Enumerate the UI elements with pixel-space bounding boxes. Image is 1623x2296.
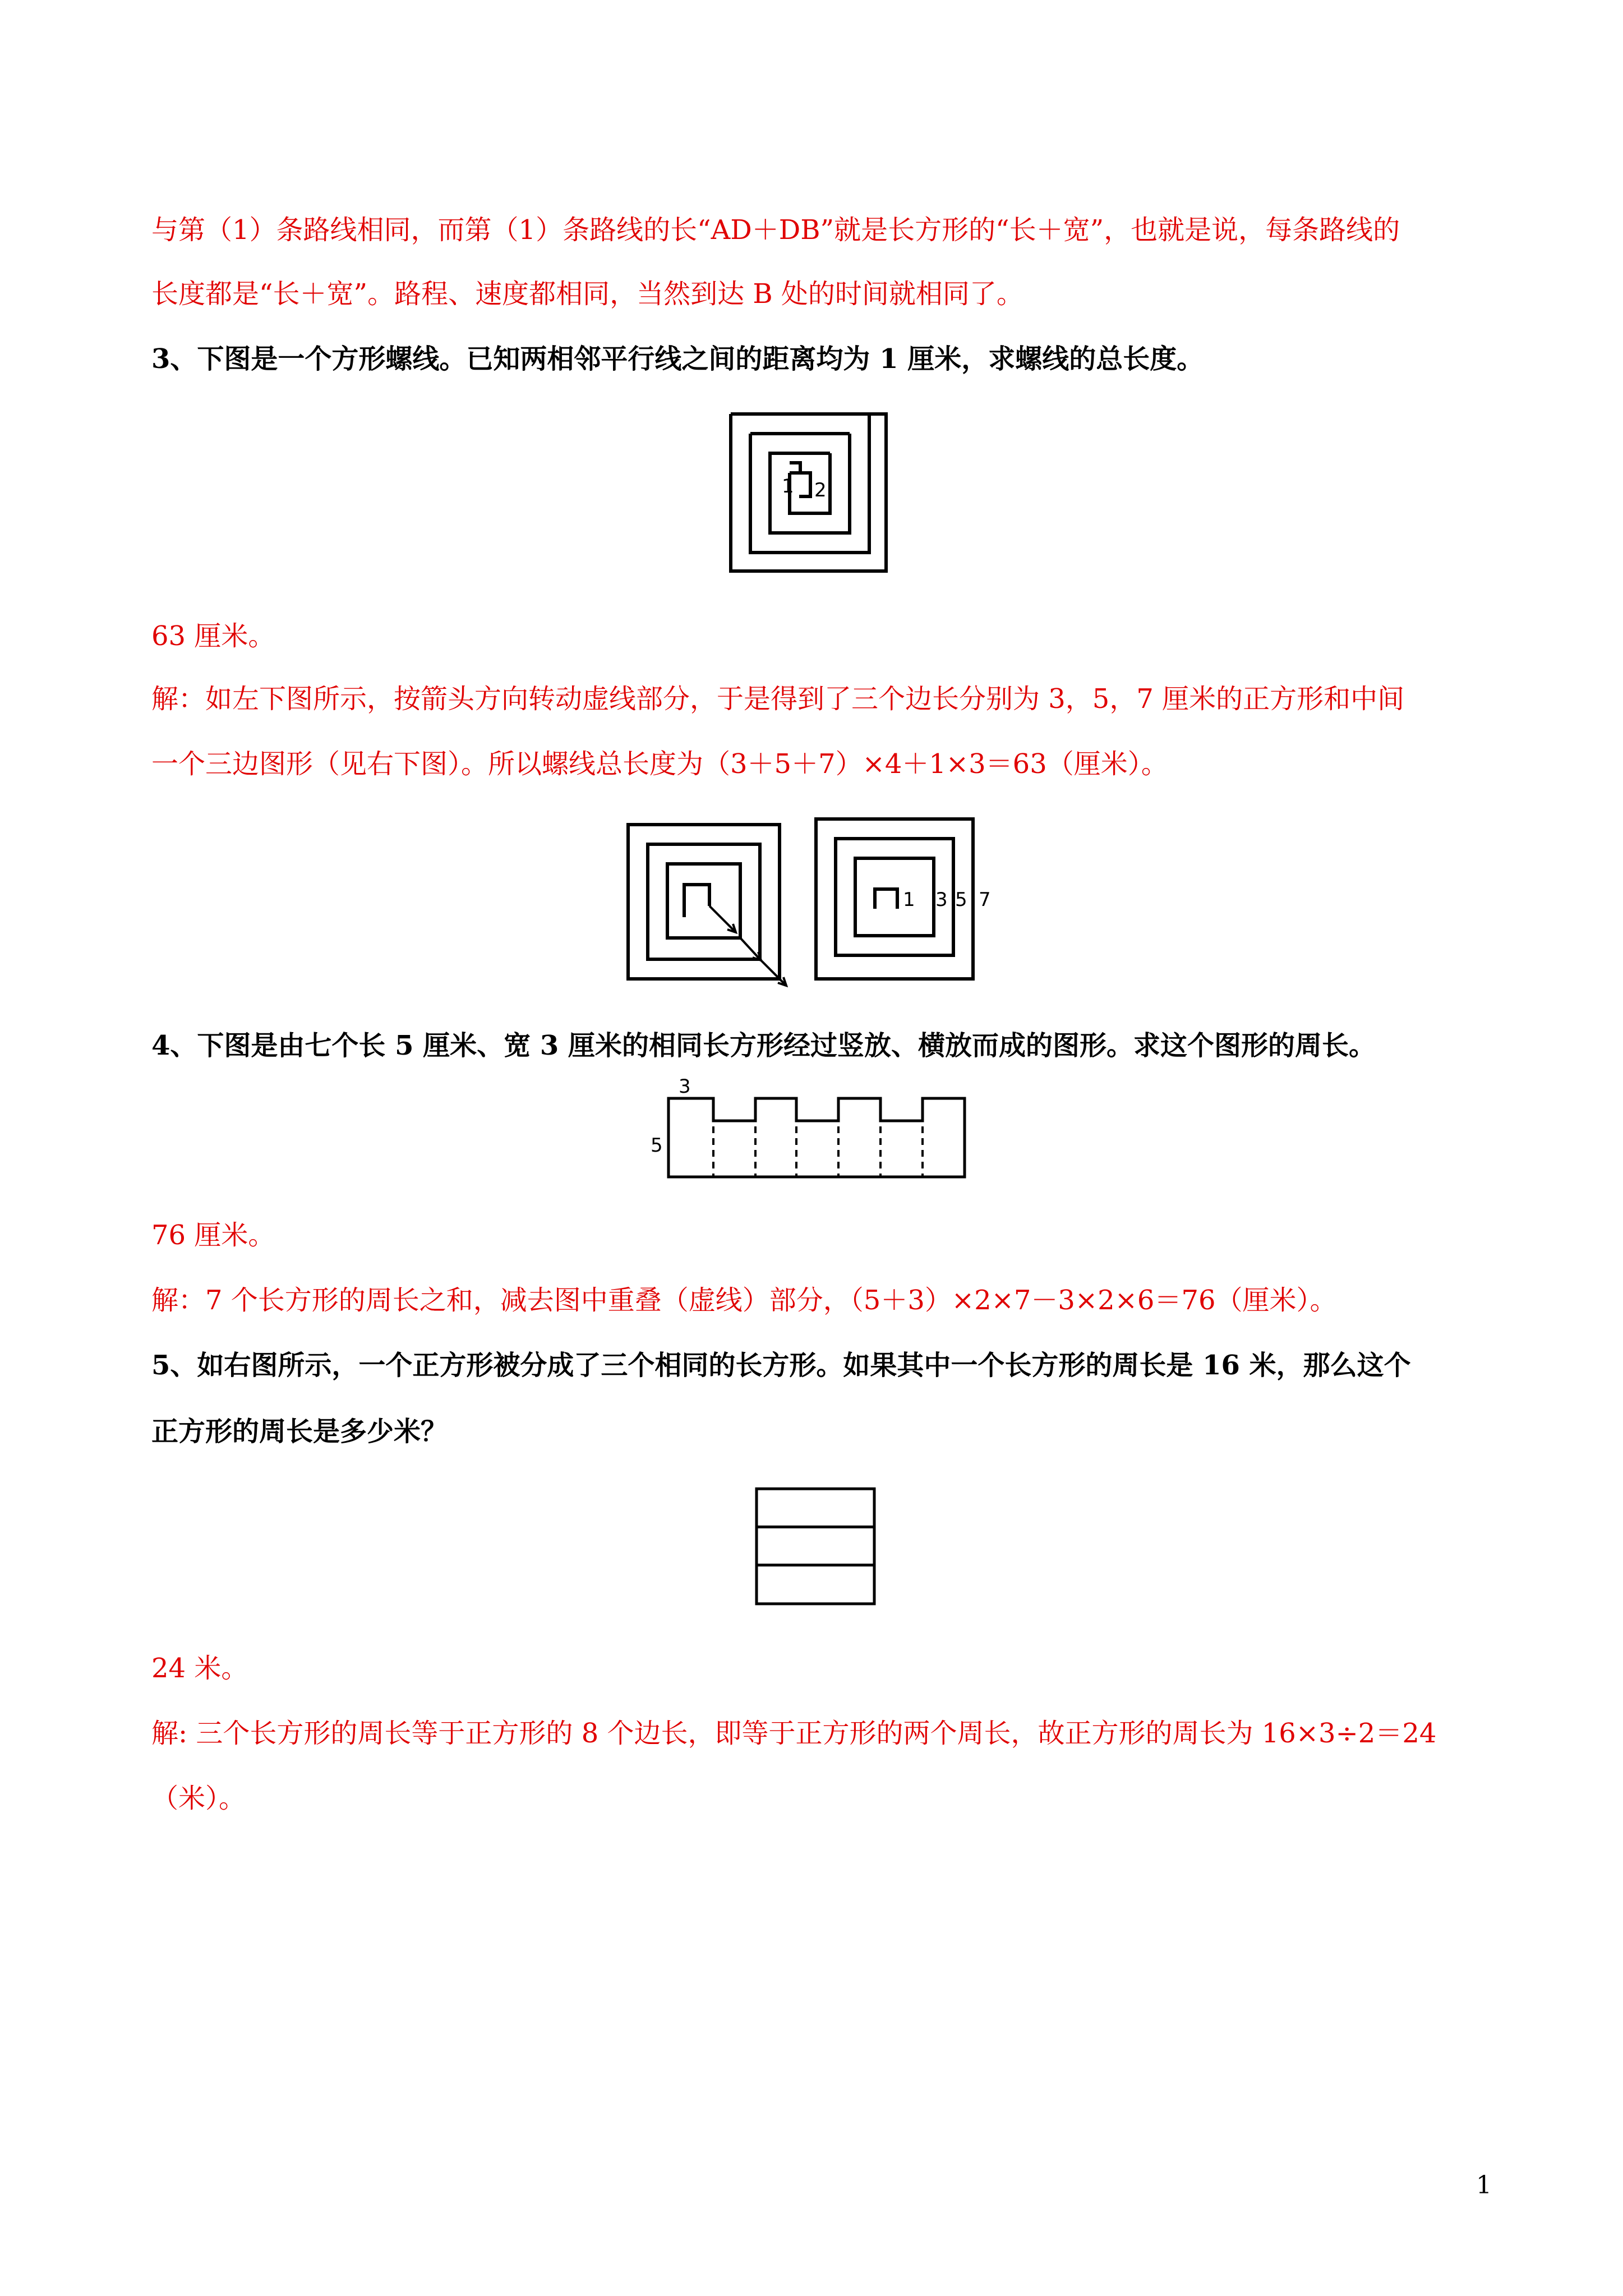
square-spiral-figure	[729, 412, 897, 575]
width-label-3: 3	[679, 1075, 691, 1098]
question-3: 3、下图是一个方形螺线。已知两相邻平行线之间的距离均为 1 厘米，求螺线的总长度。	[151, 343, 1204, 375]
question-5-line-2: 正方形的周长是多少米？	[151, 1416, 448, 1447]
answer-3: 63 厘米。	[151, 620, 275, 652]
page-number: 1	[1476, 2171, 1492, 2200]
seven-rectangles-figure	[645, 1076, 981, 1188]
solution-5-line-2: （米）。	[151, 1783, 246, 1814]
solution-3-line-2: 一个三边图形（见右下图）。所以螺线总长度为（3＋5＋7）×4＋1×3＝63（厘米）。	[151, 748, 1168, 780]
height-label-5: 5	[651, 1134, 663, 1157]
text-line-2: 长度都是“长＋宽”。路程、速度都相同，当然到达 B 处的时间就相同了。	[151, 278, 1023, 310]
answer-4: 76 厘米。	[151, 1220, 275, 1251]
solution-4: 解：7 个长方形的周长之和，减去图中重叠（虚线）部分，（5＋3）×2×7－3×2×6＝76（厘米）。	[151, 1285, 1337, 1316]
label-1: 1	[903, 889, 915, 911]
spiral-label-1: 1	[782, 475, 794, 498]
solution-3-line-1: 解：如左下图所示，按箭头方向转动虚线部分，于是得到了三个边长分别为 3，5，7 厘米的正方形和中间	[151, 683, 1405, 715]
label-3: 3	[935, 889, 948, 911]
question-5-line-1: 5、如右图所示，一个正方形被分成了三个相同的长方形。如果其中一个长方形的周长是 16 米，那么这个	[151, 1350, 1411, 1381]
label-7: 7	[979, 889, 991, 911]
answer-5: 24 米。	[151, 1653, 248, 1684]
three-rectangles-square-figure	[754, 1487, 883, 1607]
concentric-squares-figure	[813, 816, 1026, 984]
spiral-label-2: 2	[814, 479, 827, 501]
rotated-spiral-figure	[625, 822, 794, 990]
text-line-1: 与第（1）条路线相同，而第（1）条路线的长“AD＋DB”就是长方形的“长＋宽”，也就是说，每条路线的	[151, 214, 1400, 246]
solution-5-line-1: 解: 三个长方形的周长等于正方形的 8 个边长，即等于正方形的两个周长，故正方形的周长为 16×3÷2＝24	[151, 1718, 1437, 1749]
label-5: 5	[955, 889, 967, 911]
question-4: 4、下图是由七个长 5 厘米、宽 3 厘米的相同长方形经过竖放、横放而成的图形。求这个图形的周长。	[151, 1030, 1376, 1061]
